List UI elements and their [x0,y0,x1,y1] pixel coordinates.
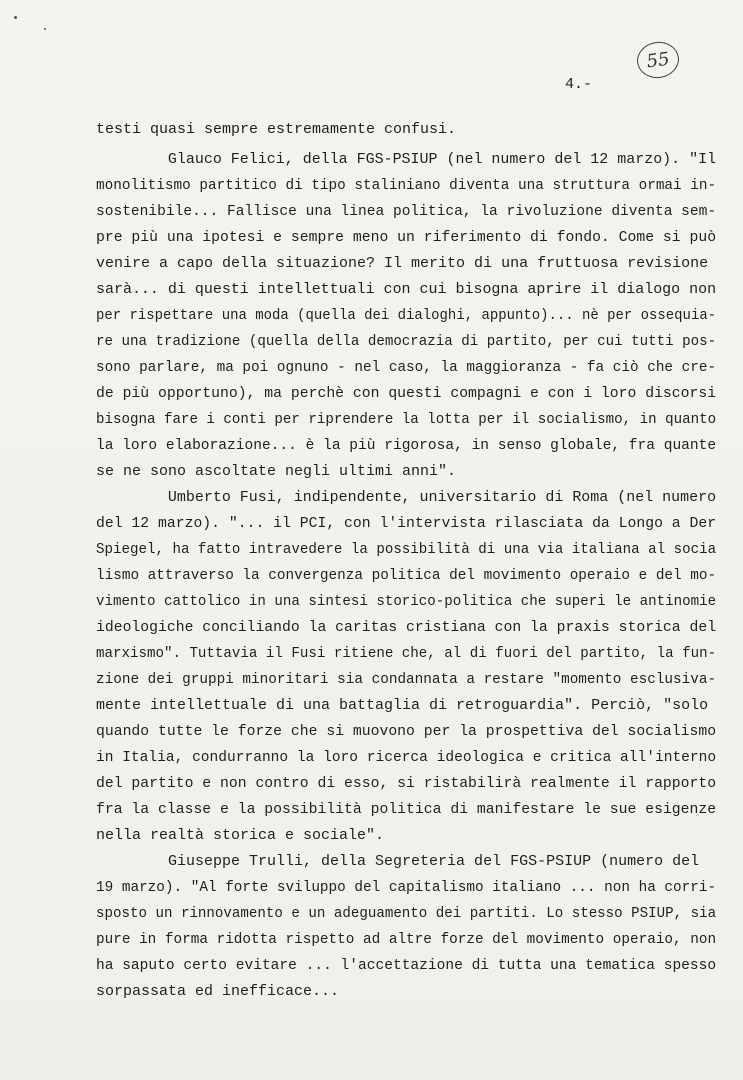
page-number: 4.- [565,76,593,93]
text-line: monolitismo partitico di tipo staliniano diventa una struttura ormai in- [96,177,717,194]
text-line: quando tutte le forze che si muovono per la prospettiva del socialismo [96,723,717,740]
text-line: zione dei gruppi minoritari sia condannata a restare "momento esclusiva- [96,671,717,688]
text-line: sarà... di questi intellettuali con cui bisogna aprire il dialogo non [96,281,717,298]
text-line: Giuseppe Trulli, della Segreteria del FGS-PSIUP (numero del [96,853,700,870]
text-line: vimento cattolico in una sintesi storico-politica che superi le antinomie [96,593,717,610]
page-stamp: 55 [635,39,682,80]
text-line: lismo attraverso la convergenza politica del movimento operaio e del mo- [96,567,717,584]
text-line: sostenibile... Fallisce una linea politica, la rivoluzione diventa sem- [96,203,717,220]
text-line: re una tradizione (quella della democrazia di partito, per cui tutti pos- [96,333,717,350]
text-line: in Italia, condurranno la loro ricerca ideologica e critica all'interno [96,749,717,766]
ink-speck [44,28,46,30]
text-line: bisogna fare i conti per riprendere la lotta per il socialismo, in quanto [96,411,717,428]
text-line: sorpassata ed inefficace... [96,983,340,1000]
text-line: ideologiche conciliando la caritas cristiana con la praxis storica del [96,619,717,636]
text-line: de più opportuno), ma perchè con questi compagni e con i loro discorsi [96,385,717,402]
text-line: pre più una ipotesi e sempre meno un riferimento di fondo. Come si può [96,229,717,246]
text-line: marxismo". Tuttavia il Fusi ritiene che, al di fuori del partito, la fun- [96,645,717,662]
text-line: per rispettare una moda (quella dei dialoghi, appunto)... nè per ossequia- [96,307,717,324]
text-line: sposto un rinnovamento e un adeguamento dei partiti. Lo stesso PSIUP, sia [96,905,717,922]
text-line: Umberto Fusi, indipendente, universitario di Roma (nel numero [96,489,717,506]
text-line: pure in forma ridotta rispetto ad altre forze del movimento operaio, non [96,931,717,948]
text-line: ha saputo certo evitare ... l'accettazione di tutta una tematica spesso [96,957,717,974]
text-line: mente intellettuale di una battaglia di retroguardia". Perciò, "solo [96,697,709,714]
ink-speck [14,16,17,19]
text-line: Glauco Felici, della FGS-PSIUP (nel numero del 12 marzo). "Il [96,151,717,168]
text-line: se ne sono ascoltate negli ultimi anni". [96,463,457,480]
text-line: testi quasi sempre estremamente confusi. [96,121,457,138]
text-line: nella realtà storica e sociale". [96,827,385,844]
text-line: Spiegel, ha fatto intravedere la possibilità di una via italiana al socia [96,541,717,558]
text-line: sono parlare, ma poi ognuno - nel caso, la maggioranza - fa ciò che cre- [96,359,717,376]
text-line: la loro elaborazione... è la più rigorosa, in senso globale, fra quante [96,437,717,454]
text-line: venire a capo della situazione? Il merito di una fruttuosa revisione [96,255,709,272]
text-line: 19 marzo). "Al forte sviluppo del capitalismo italiano ... non ha corri- [96,879,717,896]
text-line: fra la classe e la possibilità politica di manifestare le sue esigenze [96,801,717,818]
text-line: del partito e non contro di esso, si ristabilirà realmente il rapporto [96,775,717,792]
text-line: del 12 marzo). "... il PCI, con l'intervista rilasciata da Longo a Der [96,515,717,532]
